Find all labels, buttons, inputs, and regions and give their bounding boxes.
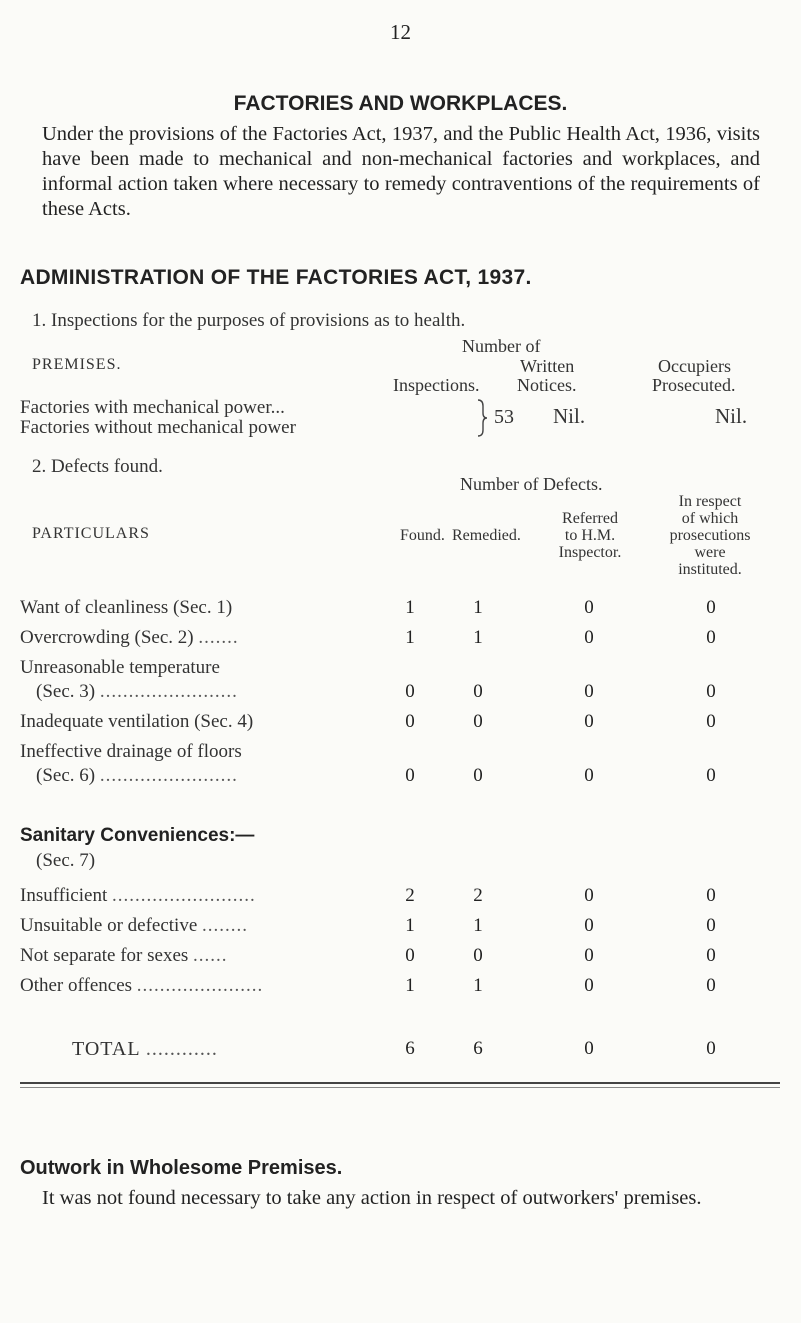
remedied-value: 1 xyxy=(473,915,483,936)
prosecuted-value: 0 xyxy=(706,597,716,618)
found-value: 0 xyxy=(405,711,415,732)
notices-label: Notices. xyxy=(517,375,577,395)
inspections-label: Inspections. xyxy=(393,375,480,395)
occupiers-label: Occupiers xyxy=(658,356,731,376)
number-of-defects-label: Number of Defects. xyxy=(460,474,603,494)
remedied-value: 1 xyxy=(473,975,483,996)
premises-row-mechanical: Factories with mechanical power... xyxy=(20,397,285,418)
referred-value: 0 xyxy=(584,627,594,648)
particulars-label: PARTICULARS xyxy=(32,525,150,542)
remedied-value: 2 xyxy=(473,885,483,906)
table-bottom-rule-thin xyxy=(20,1087,780,1088)
referred-col-label-3: Inspector. xyxy=(558,544,622,561)
remedied-value: 0 xyxy=(473,711,483,732)
found-value: 1 xyxy=(405,597,415,618)
leader-dots: ............ xyxy=(145,1038,218,1060)
referred-value: 0 xyxy=(584,711,594,732)
found-value: 1 xyxy=(405,627,415,648)
premises-row-non-mechanical: Factories without mechanical power xyxy=(20,417,296,438)
row-label: Other offences xyxy=(20,975,133,996)
prosec-col-label-1: In respect xyxy=(678,493,742,510)
row-label: Ineffective drainage of floors xyxy=(20,741,242,762)
found-value: 0 xyxy=(405,945,415,966)
brace-icon xyxy=(476,398,488,438)
row-label: Unsuitable or defective xyxy=(20,915,198,936)
admin-heading: ADMINISTRATION OF THE FACTORIES ACT, 1937. xyxy=(20,266,532,289)
prosecuted-value: 0 xyxy=(706,975,716,996)
page-number: 12 xyxy=(390,20,411,44)
found-value: 0 xyxy=(405,765,415,786)
found-col-label: Found. xyxy=(400,527,445,544)
remedied-value: 1 xyxy=(473,627,483,648)
found-value: 1 xyxy=(405,975,415,996)
notices-value: Nil. xyxy=(553,404,586,428)
prosec-col-label-4: were xyxy=(694,544,726,561)
prosecuted-value: 0 xyxy=(706,765,716,786)
row-label: Not separate for sexes xyxy=(20,945,189,966)
total-prosecuted: 0 xyxy=(706,1038,716,1059)
leader-dots: ....... xyxy=(198,627,239,648)
intro-paragraph: Under the provisions of the Factories Act, 1937, and the Public Health Act, 1936, visits have been made to mechanical and non-mechanical factories and workplaces, and informal action taken where necessary to remedy contraventions of the requirements of these Acts. xyxy=(42,123,760,220)
sanitary-heading: Sanitary Conveniences:— xyxy=(20,825,255,846)
remedied-value: 1 xyxy=(473,597,483,618)
row-label: Inadequate ventilation (Sec. 4) xyxy=(20,711,254,732)
prosecuted-label: Prosecuted. xyxy=(652,375,736,395)
page-title: FACTORIES AND WORKPLACES. xyxy=(233,92,568,115)
outwork-paragraph: It was not found necessary to take any action in respect of outworkers' premises. xyxy=(42,1187,702,1209)
prosec-col-label-5: instituted. xyxy=(678,561,742,578)
number-of-label: Number of xyxy=(462,336,541,356)
referred-value: 0 xyxy=(584,765,594,786)
total-found: 6 xyxy=(405,1038,415,1059)
prosecuted-value: 0 xyxy=(706,885,716,906)
referred-col-label-2: to H.M. xyxy=(564,527,616,544)
sanitary-sec: (Sec. 7) xyxy=(36,850,96,871)
prosecuted-value: 0 xyxy=(706,711,716,732)
found-value: 0 xyxy=(405,681,415,702)
found-value: 1 xyxy=(405,915,415,936)
referred-value: 0 xyxy=(584,885,594,906)
row-label: Unreasonable temperature xyxy=(20,657,220,678)
prosecuted-value: 0 xyxy=(706,945,716,966)
section2-title: 2. Defects found. xyxy=(32,456,163,477)
row-label: Overcrowding (Sec. 2) xyxy=(20,627,194,648)
prosec-col-label-3: prosecutions xyxy=(669,527,751,544)
prosecuted-value: 0 xyxy=(706,915,716,936)
remedied-value: 0 xyxy=(473,681,483,702)
found-value: 2 xyxy=(405,885,415,906)
total-label: TOTAL xyxy=(72,1038,140,1060)
leader-dots: ........ xyxy=(202,915,249,936)
prosecuted-value: Nil. xyxy=(715,404,748,428)
table-bottom-rule xyxy=(20,1082,780,1084)
referred-value: 0 xyxy=(584,915,594,936)
written-label: Written xyxy=(520,356,575,376)
section1-title: 1. Inspections for the purposes of provisions as to health. xyxy=(32,310,466,331)
outwork-heading: Outwork in Wholesome Premises. xyxy=(20,1157,343,1179)
referred-value: 0 xyxy=(584,597,594,618)
prosecuted-value: 0 xyxy=(706,681,716,702)
referred-col-label-1: Referred xyxy=(562,510,618,527)
leader-dots: ........................ xyxy=(99,765,238,786)
leader-dots: ...................... xyxy=(136,975,264,996)
remedied-value: 0 xyxy=(473,945,483,966)
referred-value: 0 xyxy=(584,945,594,966)
leader-dots: ......................... xyxy=(112,885,256,906)
referred-value: 0 xyxy=(584,975,594,996)
row-label: Want of cleanliness (Sec. 1) xyxy=(20,597,233,618)
remedied-value: 0 xyxy=(473,765,483,786)
leader-dots: ........................ xyxy=(99,681,238,702)
row-label: Insufficient xyxy=(20,885,108,906)
row-label-sec: (Sec. 3) xyxy=(36,681,96,702)
premises-label: PREMISES. xyxy=(32,356,122,373)
leader-dots: ...... xyxy=(193,945,228,966)
row-label-sec: (Sec. 6) xyxy=(36,765,96,786)
prosecuted-value: 0 xyxy=(706,627,716,648)
referred-value: 0 xyxy=(584,681,594,702)
total-remedied: 6 xyxy=(473,1038,483,1059)
total-referred: 0 xyxy=(584,1038,594,1059)
prosec-col-label-2: of which xyxy=(681,510,739,527)
remedied-col-label: Remedied. xyxy=(452,527,521,544)
inspections-value: 53 xyxy=(494,406,514,428)
